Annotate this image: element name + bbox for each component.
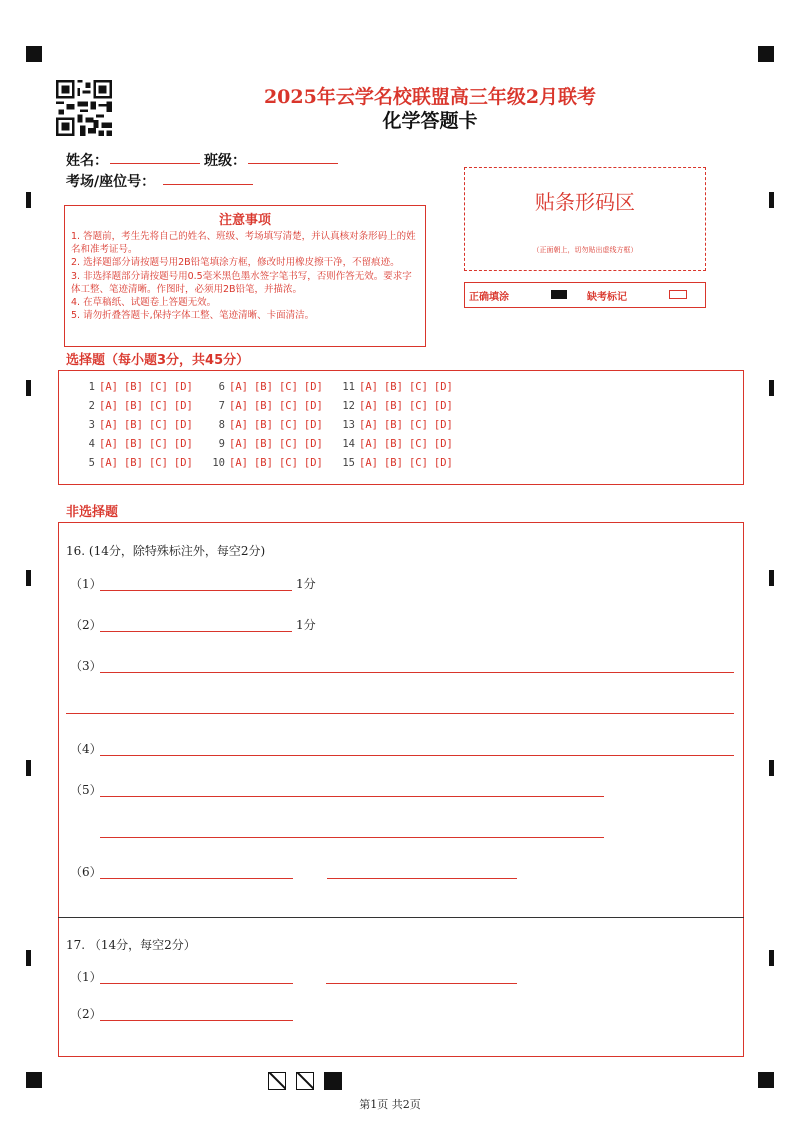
mc-option-bubble[interactable]: [A] xyxy=(99,400,118,412)
answer-sheet-subtitle: 化学答题卡 xyxy=(382,110,478,132)
q17-part2-answer[interactable] xyxy=(100,1020,293,1021)
mc-question-row xyxy=(207,419,329,431)
mc-option-bubble[interactable]: [A] xyxy=(359,438,378,450)
mc-question-number: 12 xyxy=(342,400,355,412)
mc-option-bubble[interactable]: [B] xyxy=(123,400,143,412)
barcode-hint: （正面朝上，切勿贴出虚线方框） xyxy=(532,246,638,254)
mc-option-bubble[interactable]: [A] xyxy=(359,400,378,412)
notice-item: 2. 选择题部分请按题号用2B铅笔填涂方框，修改时用橡皮擦干净，不留痕迹。 xyxy=(71,257,400,269)
mc-question-number: 11 xyxy=(342,381,355,393)
mc-option-bubble[interactable]: [C] xyxy=(148,438,168,450)
mc-option-bubble[interactable]: [D] xyxy=(173,457,193,469)
mc-option-bubble[interactable]: [C] xyxy=(408,400,428,412)
q17-part2-label: （2） xyxy=(70,1007,102,1021)
mc-option-bubble[interactable]: [C] xyxy=(278,457,298,469)
timing-mark xyxy=(769,760,774,776)
notice-item: 4. 在草稿纸、试题卷上答题无效。 xyxy=(71,297,217,309)
mc-option-bubble[interactable]: [A] xyxy=(359,381,378,393)
q16-part3-answer-line1[interactable] xyxy=(100,672,734,673)
nonmc-answer-box xyxy=(58,522,744,1057)
mc-question-row xyxy=(207,400,329,412)
barcode-area[interactable] xyxy=(464,167,706,271)
q17-part1-answer-b[interactable] xyxy=(326,983,517,984)
mc-option-bubble[interactable]: [D] xyxy=(433,400,453,412)
barcode-label: 贴条形码区 xyxy=(535,190,635,214)
mc-option-bubble[interactable]: [B] xyxy=(383,400,403,412)
mc-option-bubble[interactable]: [A] xyxy=(99,438,118,450)
mc-option-bubble[interactable]: [B] xyxy=(253,419,273,431)
mc-question-number: 15 xyxy=(342,457,355,469)
mc-option-bubble[interactable]: [B] xyxy=(253,400,273,412)
mc-question-row xyxy=(337,419,459,431)
mc-option-bubble[interactable]: [D] xyxy=(173,381,193,393)
page-id-slash-square xyxy=(296,1072,314,1090)
mc-option-bubble[interactable]: [B] xyxy=(383,438,403,450)
fill-example-box xyxy=(464,282,706,308)
correct-fill-sample xyxy=(551,290,567,299)
mc-option-bubble[interactable]: [D] xyxy=(173,438,193,450)
mc-option-bubble[interactable]: [C] xyxy=(408,438,428,450)
mc-question-number: 13 xyxy=(342,419,355,431)
mc-question-number: 3 xyxy=(88,419,95,431)
q17-title: 17. （14分，每空2分） xyxy=(66,938,196,952)
absent-mark-box[interactable] xyxy=(669,290,687,299)
mc-option-bubble[interactable]: [A] xyxy=(229,457,248,469)
mc-option-bubble[interactable]: [B] xyxy=(253,457,273,469)
mc-option-bubble[interactable]: [B] xyxy=(383,457,403,469)
page-id-filled-square xyxy=(324,1072,342,1090)
correct-fill-label: 正确填涂 xyxy=(469,292,509,303)
notice-item: 5. 请勿折叠答题卡,保持字体工整、笔迹清晰、卡面清洁。 xyxy=(71,310,315,322)
name-field[interactable] xyxy=(110,163,200,164)
mc-question-row xyxy=(207,457,329,469)
mc-option-bubble[interactable]: [C] xyxy=(408,381,428,393)
corner-mark-top-right xyxy=(758,46,774,62)
q16-part2-answer[interactable] xyxy=(100,631,292,632)
mc-option-bubble[interactable]: [B] xyxy=(383,381,403,393)
q16-part1-label: （1） xyxy=(70,577,102,591)
mc-option-bubble[interactable]: [C] xyxy=(408,419,428,431)
mc-option-bubble[interactable]: [C] xyxy=(278,419,298,431)
q16-part2-label: （2） xyxy=(70,618,102,632)
notice-item: 3. 非选择题部分请按题号用0.5毫米黑色墨水签字笔书写，否则作答无效。要求字体工整、笔迹清晰。作图时，必须用2B铅笔，并描浓。 xyxy=(71,270,412,295)
mc-box xyxy=(58,370,744,485)
mc-option-bubble[interactable]: [C] xyxy=(278,400,298,412)
page-id-slash-square xyxy=(268,1072,286,1090)
mc-question-row xyxy=(337,438,459,450)
mc-option-bubble[interactable]: [C] xyxy=(148,419,168,431)
mc-question-row xyxy=(77,438,199,450)
seat-field[interactable] xyxy=(163,184,253,185)
mc-question-number: 4 xyxy=(88,438,95,450)
timing-mark xyxy=(26,950,31,966)
mc-option-bubble[interactable]: [A] xyxy=(229,400,248,412)
mc-option-bubble[interactable]: [B] xyxy=(383,419,403,431)
mc-option-bubble[interactable]: [C] xyxy=(148,381,168,393)
mc-option-bubble[interactable]: [C] xyxy=(278,438,298,450)
timing-mark xyxy=(26,192,31,208)
q16-part6-answer-a[interactable] xyxy=(100,878,293,879)
timing-mark xyxy=(769,192,774,208)
mc-option-bubble[interactable]: [D] xyxy=(303,457,323,469)
mc-option-bubble[interactable]: [B] xyxy=(123,438,143,450)
timing-mark xyxy=(769,570,774,586)
corner-mark-top-left xyxy=(26,46,42,62)
mc-option-bubble[interactable]: [D] xyxy=(433,419,453,431)
mc-option-bubble[interactable]: [D] xyxy=(303,400,323,412)
mc-option-bubble[interactable]: [A] xyxy=(99,381,118,393)
mc-question-number: 5 xyxy=(88,457,95,469)
timing-mark xyxy=(769,380,774,396)
nonmc-section-title: 非选择题 xyxy=(66,505,119,520)
q16-title: 16. (14分，除特殊标注外，每空2分) xyxy=(66,544,266,558)
timing-mark xyxy=(26,760,31,776)
mc-option-bubble[interactable]: [C] xyxy=(148,457,168,469)
mc-question-row xyxy=(77,381,199,393)
mc-question-number: 14 xyxy=(342,438,355,450)
q17-part1-answer-a[interactable] xyxy=(100,983,293,984)
mc-option-bubble[interactable]: [B] xyxy=(123,457,143,469)
notice-box xyxy=(64,205,426,347)
mc-option-bubble[interactable]: [A] xyxy=(99,419,118,431)
q16-part3-label: （3） xyxy=(70,659,102,673)
mc-question-number: 6 xyxy=(218,381,225,393)
mc-question-number: 10 xyxy=(212,457,225,469)
timing-mark xyxy=(769,950,774,966)
mc-option-bubble[interactable]: [B] xyxy=(123,381,143,393)
mc-option-bubble[interactable]: [A] xyxy=(229,419,248,431)
mc-option-bubble[interactable]: [D] xyxy=(303,381,323,393)
mc-question-number: 9 xyxy=(218,438,225,450)
mc-option-bubble[interactable]: [B] xyxy=(253,438,273,450)
mc-question-row xyxy=(337,457,459,469)
mc-option-bubble[interactable]: [B] xyxy=(123,419,143,431)
corner-mark-bottom-right xyxy=(758,1072,774,1088)
mc-question-row xyxy=(207,438,329,450)
mc-option-bubble[interactable]: [D] xyxy=(433,438,453,450)
mc-question-row xyxy=(207,381,329,393)
page-number: 第1页 共2页 xyxy=(359,1098,421,1111)
name-label: 姓名： xyxy=(66,153,108,169)
mc-option-bubble[interactable]: [C] xyxy=(148,400,168,412)
class-label: 班级： xyxy=(204,153,246,169)
mc-question-number: 2 xyxy=(88,400,95,412)
absent-mark-label: 缺考标记 xyxy=(587,292,627,303)
mc-option-bubble[interactable]: [A] xyxy=(359,457,378,469)
notice-item: 1. 答题前，考生先将自己的姓名、班级、考场填写清楚，并认真核对条形码上的姓名和准考证号。 xyxy=(71,231,416,256)
mc-option-bubble[interactable]: [A] xyxy=(229,438,248,450)
timing-mark xyxy=(26,380,31,396)
mc-option-bubble[interactable]: [A] xyxy=(229,381,248,393)
q16-part5-answer-line1[interactable] xyxy=(100,796,604,797)
q16-part1-answer[interactable] xyxy=(100,590,292,591)
mc-option-bubble[interactable]: [D] xyxy=(433,381,453,393)
notice-title: 注意事项 xyxy=(218,213,271,228)
q16-part6-label: （6） xyxy=(70,865,102,879)
question-divider xyxy=(58,917,744,918)
mc-question-number: 8 xyxy=(218,419,225,431)
mc-option-bubble[interactable]: [C] xyxy=(278,381,298,393)
corner-mark-bottom-left xyxy=(26,1072,42,1088)
q16-part3-answer-line2[interactable] xyxy=(66,713,734,714)
exam-title: 2025年云学名校联盟高三年级2月联考 xyxy=(263,86,597,108)
q16-part5-answer-line2[interactable] xyxy=(100,837,604,838)
mc-option-bubble[interactable]: [A] xyxy=(99,457,118,469)
mc-option-bubble[interactable]: [B] xyxy=(253,381,273,393)
q16-part4-label: （4） xyxy=(70,742,102,756)
timing-mark xyxy=(26,570,31,586)
q16-part1-score: 1分 xyxy=(296,577,316,591)
mc-option-bubble[interactable]: [C] xyxy=(408,457,428,469)
mc-question-row xyxy=(77,400,199,412)
mc-question-row xyxy=(77,457,199,469)
q16-part6-answer-b[interactable] xyxy=(327,878,517,879)
mc-question-number: 7 xyxy=(218,400,225,412)
mc-option-bubble[interactable]: [A] xyxy=(359,419,378,431)
mc-question-row xyxy=(337,381,459,393)
mc-question-number: 1 xyxy=(88,381,95,393)
mc-section-title: 选择题（每小题3分，共45分） xyxy=(66,353,250,368)
mc-option-bubble[interactable]: [D] xyxy=(303,438,323,450)
q16-part5-label: （5） xyxy=(70,783,102,797)
q17-part1-label: （1） xyxy=(70,970,102,984)
class-field[interactable] xyxy=(248,163,338,164)
mc-option-bubble[interactable]: [D] xyxy=(173,419,193,431)
mc-option-bubble[interactable]: [D] xyxy=(173,400,193,412)
q16-part2-score: 1分 xyxy=(296,618,316,632)
mc-question-row xyxy=(77,419,199,431)
mc-option-bubble[interactable]: [D] xyxy=(303,419,323,431)
seat-label: 考场/座位号： xyxy=(66,174,156,190)
mc-option-bubble[interactable]: [D] xyxy=(433,457,453,469)
mc-question-row xyxy=(337,400,459,412)
q16-part4-answer[interactable] xyxy=(100,755,734,756)
